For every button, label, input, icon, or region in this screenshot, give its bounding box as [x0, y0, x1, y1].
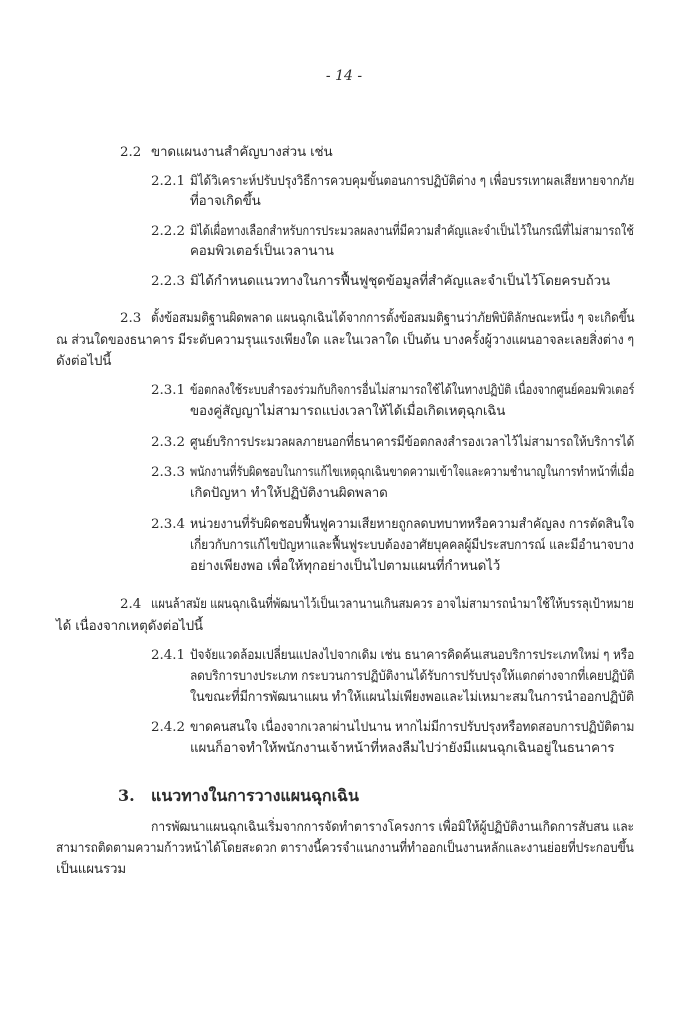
section-3-line-3: เป็นแผนรวม	[56, 862, 127, 877]
section-3-line-2: สามารถติดตามความก้าวหน้าได้โดยสะดวก ตารางนี้ควรจำแนกงานที่ทำออกเป็นงานหลักและงานย่อยที่ประกอบขึ้น	[56, 841, 634, 856]
item-2-4-2-line-1: ขาดคนสนใจ เนื่องจากเวลาผ่านไปนาน หากไม่มีการปรับปรุงหรือทดสอบการปฏิบัติตาม	[190, 720, 635, 735]
item-2-2-2-line-1: มิได้เผื่อทางเลือกสำหรับการประมวลผลงานที่มีความสำคัญและจำเป็นไว้ในกรณีที่ไม่สามารถใช้	[190, 224, 634, 239]
item-2-4-2-line-2: แผนก็อาจทำให้พนักงานเจ้าหน้าที่หลงลืมไปว่ายังมีแผนฉุกเฉินอยู่ในธนาคาร	[190, 741, 615, 756]
item-2-4-1-line-1: ปัจจัยแวดล้อมเปลี่ยนแปลงไปจากเดิม เช่น ธนาคารคิดค้นเสนอบริการประเภทใหม่ ๆ หรือ	[190, 648, 635, 663]
item-2-2-1-number: 2.2.1	[151, 174, 186, 189]
item-2-2-3-number: 2.2.3	[151, 274, 186, 289]
section-2-3-line-1: ตั้งข้อสมมติฐานผิดพลาด แผนฉุกเฉินได้จากการตั้งข้อสมมติฐานว่าภัยพิบัติลักษณะหนึ่ง ๆ จะเกิดขึ้น	[151, 311, 635, 326]
item-2-4-1-line-3: ในขณะที่มีการพัฒนาแผน ทำให้แผนไม่เพียงพอและไม่เหมาะสมในการนำออกปฏิบัติ	[190, 690, 635, 705]
item-2-3-1-line-1: ข้อตกลงใช้ระบบสำรองร่วมกับกิจการอื่นไม่สามารถใช้ได้ในทางปฏิบัติ เนื่องจากศูนย์คอมพิวเตอร์	[190, 383, 635, 398]
item-2-3-1-line-2: ของคู่สัญญาไม่สามารถแบ่งเวลาให้ได้เมื่อเกิดเหตุฉุกเฉิน	[190, 404, 506, 419]
item-2-2-2-line-2: คอมพิวเตอร์เป็นเวลานาน	[190, 244, 334, 259]
section-2-4-number: 2.4	[120, 597, 142, 612]
item-2-2-3-line-1: มิได้กำหนดแนวทางในการฟื้นฟูชุดข้อมูลที่สำคัญและจำเป็นไว้โดยครบถ้วน	[190, 274, 610, 289]
item-2-3-3-number: 2.3.3	[151, 465, 186, 480]
section-3-line-1: การพัฒนาแผนฉุกเฉินเริ่มจากการจัดทำตารางโครงการ เพื่อมิให้ผู้ปฏิบัติงานเกิดการสับสน และ	[151, 820, 635, 835]
item-2-3-4-line-1: หน่วยงานที่รับผิดชอบฟื้นฟูความเสียหายถูกลดบทบาทหรือความสำคัญลง การตัดสินใจ	[190, 517, 635, 532]
section-3-number: 3.	[118, 786, 135, 805]
item-2-3-1-number: 2.3.1	[151, 383, 186, 398]
item-2-4-2-number: 2.4.2	[151, 720, 186, 735]
item-2-3-4-number: 2.3.4	[151, 517, 186, 532]
section-2-2-text: ขาดแผนงานสำคัญบางส่วน เช่น	[151, 145, 333, 160]
page-number: - 14 -	[325, 68, 363, 84]
section-2-3-line-3: ดังต่อไปนี้	[56, 354, 112, 369]
section-2-4-line-2: ได้ เนื่องจากเหตุดังต่อไปนี้	[56, 619, 203, 634]
section-2-4-line-1: แผนล้าสมัย แผนฉุกเฉินที่พัฒนาไว้เป็นเวลานานเกินสมควร อาจไม่สามารถนำมาใช้ให้บรรลุเป้าหมาย	[151, 597, 634, 612]
item-2-2-1-line-1: มิได้วิเคราะห์ปรับปรุงวิธีการควบคุมขั้นตอนการปฏิบัติต่าง ๆ เพื่อบรรเทาผลเสียหายจากภัย	[190, 174, 635, 189]
item-2-3-3-line-2: เกิดปัญหา ทำให้ปฏิบัติงานผิดพลาด	[190, 486, 388, 501]
section-2-3-number: 2.3	[120, 311, 142, 326]
item-2-3-3-line-1: พนักงานที่รับผิดชอบในการแก้ไขเหตุฉุกเฉินขาดความเข้าใจและความชำนาญในการทำหน้าที่เมื่อ	[190, 465, 635, 480]
item-2-4-1-number: 2.4.1	[151, 648, 186, 663]
item-2-3-2-number: 2.3.2	[151, 435, 186, 450]
item-2-3-2-line-1: ศูนย์บริการประมวลผลภายนอกที่ธนาคารมีข้อตกลงสำรองเวลาไว้ไม่สามารถให้บริการได้	[190, 435, 635, 450]
section-2-3-line-2: ณ ส่วนใดของธนาคาร มีระดับความรุนแรงเพียงใด และในเวลาใด เป็นต้น บางครั้งผู้วางแผนอาจละเลยสิ่งต่าง ๆ	[56, 333, 634, 348]
item-2-3-4-line-2: เกี่ยวกับการแก้ไขปัญหาและฟื้นฟูระบบต้องอาศัยบุคคลผู้มีประสบการณ์ และมีอำนาจบาง	[190, 538, 634, 553]
item-2-2-2-number: 2.2.2	[151, 224, 186, 239]
item-2-4-1-line-2: ลดบริการบางประเภท กระบวนการปฏิบัติงานได้รับการปรับปรุงให้แตกต่างจากที่เคยปฏิบัติ	[190, 669, 635, 684]
item-2-2-1-line-2: ที่อาจเกิดขึ้น	[190, 194, 261, 209]
item-2-3-4-line-3: อย่างเพียงพอ เพื่อให้ทุกอย่างเป็นไปตามแผนที่กำหนดไว้	[190, 559, 501, 574]
section-3-title: แนวทางในการวางแผนฉุกเฉิน	[151, 786, 359, 805]
section-2-2-number: 2.2	[120, 145, 142, 160]
